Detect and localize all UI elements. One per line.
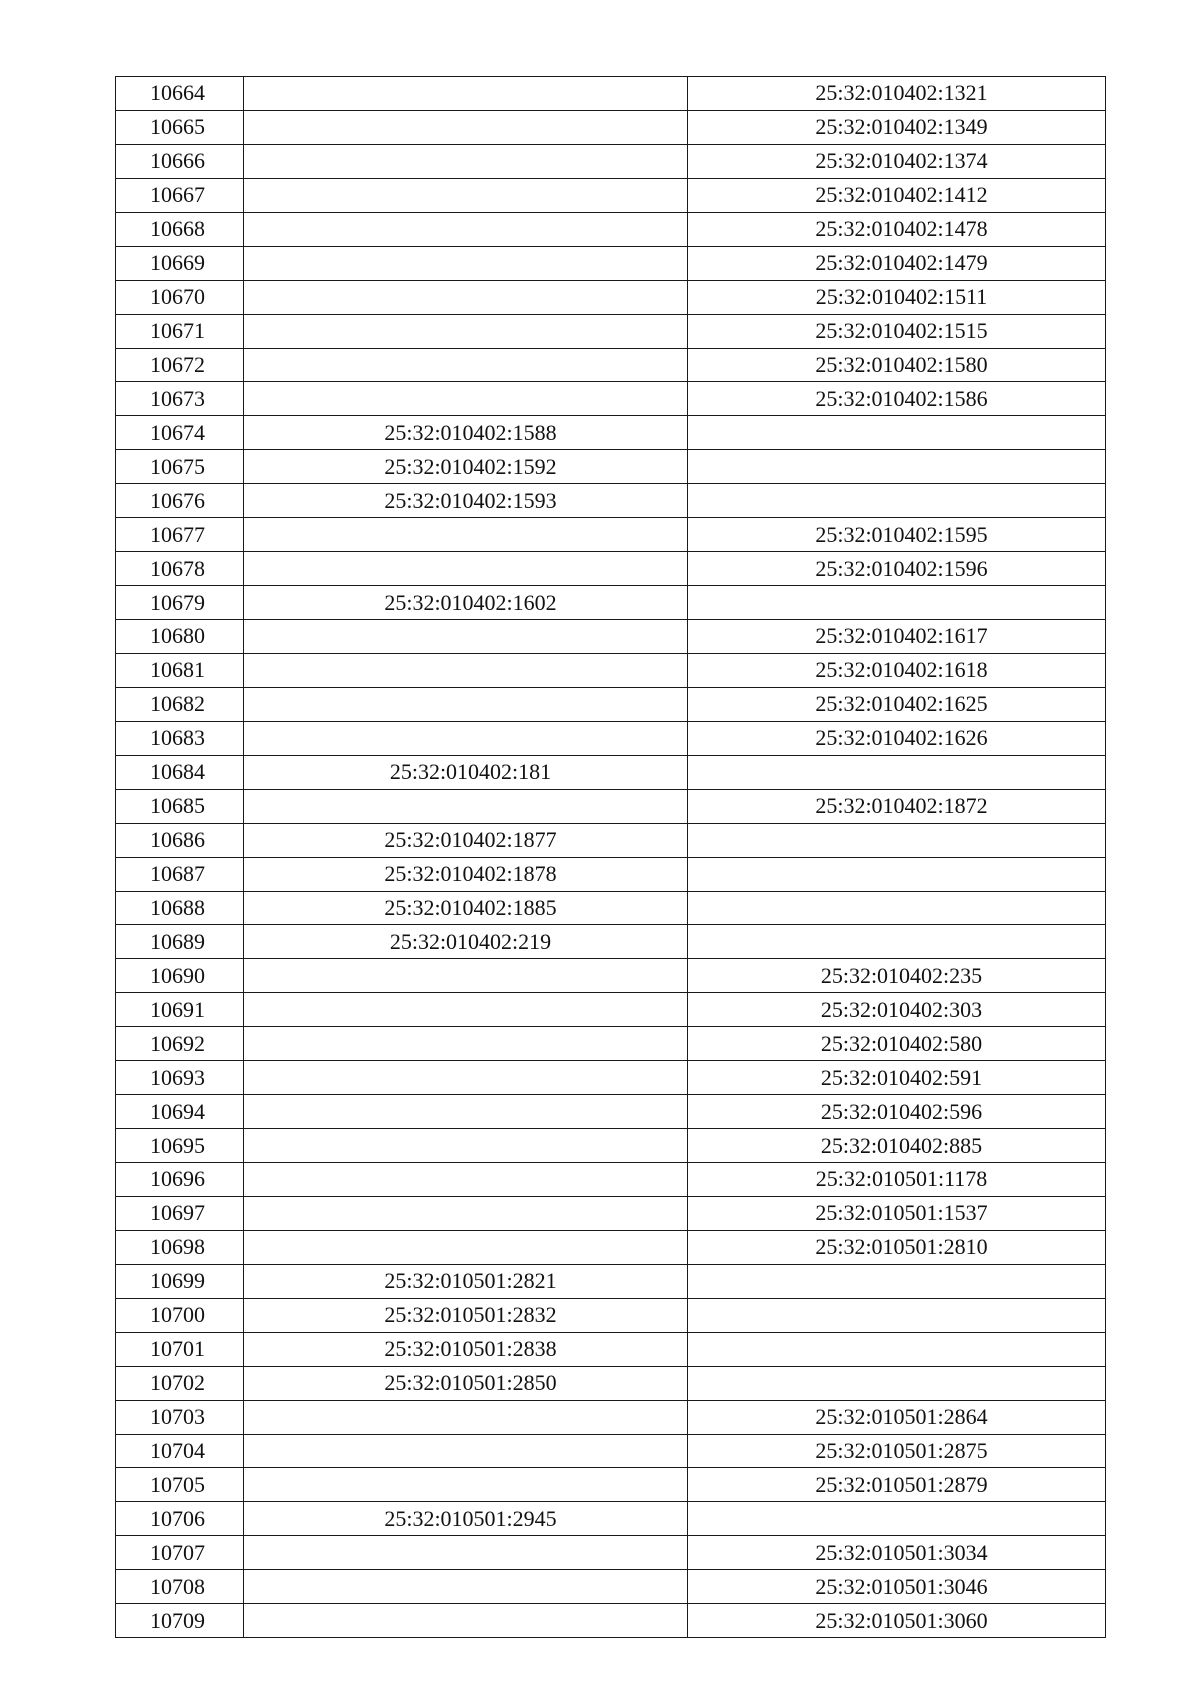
row-number: 10700 [116,1298,244,1332]
table-row [116,416,1106,450]
table-body [116,77,1106,1638]
row-number: 10685 [116,789,244,823]
table-row [116,1264,1106,1298]
table-row [116,1230,1106,1264]
table-row [116,1095,1106,1129]
first-cadastral-number [244,348,688,382]
second-cadastral-number: 25:32:010402:235 [688,959,1106,993]
row-number: 10670 [116,280,244,314]
table-row [116,1400,1106,1434]
row-number: 10693 [116,1061,244,1095]
row-number: 10684 [116,755,244,789]
row-number: 10679 [116,586,244,620]
first-cadastral-number [244,280,688,314]
table-row [116,925,1106,959]
table-row [116,518,1106,552]
first-cadastral-number: 25:32:010402:1878 [244,857,688,891]
second-cadastral-number: 25:32:010402:1374 [688,144,1106,178]
row-number: 10708 [116,1570,244,1604]
second-cadastral-number: 25:32:010402:1626 [688,721,1106,755]
second-cadastral-number [688,823,1106,857]
first-cadastral-number: 25:32:010501:2850 [244,1366,688,1400]
second-cadastral-number: 25:32:010402:596 [688,1095,1106,1129]
second-cadastral-number [688,484,1106,518]
second-cadastral-number: 25:32:010402:303 [688,993,1106,1027]
table-row [116,1536,1106,1570]
row-number: 10688 [116,891,244,925]
first-cadastral-number: 25:32:010402:1593 [244,484,688,518]
second-cadastral-number: 25:32:010402:1412 [688,178,1106,212]
second-cadastral-number: 25:32:010501:3034 [688,1536,1106,1570]
first-cadastral-number [244,1536,688,1570]
table-row [116,653,1106,687]
row-number: 10667 [116,178,244,212]
row-number: 10696 [116,1163,244,1197]
table-row [116,1570,1106,1604]
row-number: 10682 [116,687,244,721]
row-number: 10689 [116,925,244,959]
row-number: 10675 [116,450,244,484]
first-cadastral-number [244,1095,688,1129]
row-number: 10702 [116,1366,244,1400]
table-row [116,280,1106,314]
row-number: 10694 [116,1095,244,1129]
first-cadastral-number [244,1434,688,1468]
second-cadastral-number: 25:32:010402:591 [688,1061,1106,1095]
table-row [116,348,1106,382]
second-cadastral-number: 25:32:010402:1596 [688,552,1106,586]
first-cadastral-number [244,178,688,212]
first-cadastral-number: 25:32:010501:2838 [244,1332,688,1366]
second-cadastral-number: 25:32:010402:1586 [688,382,1106,416]
second-cadastral-number: 25:32:010402:1321 [688,77,1106,111]
row-number: 10691 [116,993,244,1027]
row-number: 10690 [116,959,244,993]
row-number: 10687 [116,857,244,891]
row-number: 10673 [116,382,244,416]
table-row [116,755,1106,789]
second-cadastral-number: 25:32:010402:1515 [688,314,1106,348]
table-row [116,1163,1106,1197]
first-cadastral-number [244,1400,688,1434]
row-number: 10665 [116,110,244,144]
row-number: 10692 [116,1027,244,1061]
second-cadastral-number [688,1332,1106,1366]
table-row [116,586,1106,620]
table-row [116,687,1106,721]
second-cadastral-number [688,1502,1106,1536]
first-cadastral-number [244,382,688,416]
row-number: 10698 [116,1230,244,1264]
first-cadastral-number: 25:32:010501:2832 [244,1298,688,1332]
second-cadastral-number: 25:32:010402:1580 [688,348,1106,382]
row-number: 10707 [116,1536,244,1570]
first-cadastral-number [244,653,688,687]
second-cadastral-number [688,1264,1106,1298]
table-row [116,144,1106,178]
row-number: 10671 [116,314,244,348]
table-row [116,110,1106,144]
first-cadastral-number: 25:32:010501:2821 [244,1264,688,1298]
table-row [116,246,1106,280]
cadastral-numbers-table [115,76,1106,1638]
row-number: 10681 [116,653,244,687]
first-cadastral-number: 25:32:010402:1885 [244,891,688,925]
second-cadastral-number: 25:32:010501:2864 [688,1400,1106,1434]
row-number: 10686 [116,823,244,857]
table-row [116,857,1106,891]
first-cadastral-number [244,620,688,654]
table-row [116,552,1106,586]
table-row [116,891,1106,925]
second-cadastral-number: 25:32:010501:3046 [688,1570,1106,1604]
table-row [116,1434,1106,1468]
first-cadastral-number [244,721,688,755]
first-cadastral-number [244,518,688,552]
table-row [116,1298,1106,1332]
table-row [116,789,1106,823]
row-number: 10697 [116,1196,244,1230]
row-number: 10704 [116,1434,244,1468]
second-cadastral-number: 25:32:010402:885 [688,1129,1106,1163]
first-cadastral-number [244,552,688,586]
first-cadastral-number [244,110,688,144]
first-cadastral-number [244,1196,688,1230]
second-cadastral-number: 25:32:010501:3060 [688,1604,1106,1638]
first-cadastral-number [244,1230,688,1264]
table-row [116,450,1106,484]
second-cadastral-number [688,1366,1106,1400]
row-number: 10672 [116,348,244,382]
second-cadastral-number [688,450,1106,484]
first-cadastral-number: 25:32:010402:181 [244,755,688,789]
second-cadastral-number: 25:32:010402:1595 [688,518,1106,552]
table-row [116,1332,1106,1366]
first-cadastral-number [244,1604,688,1638]
row-number: 10683 [116,721,244,755]
first-cadastral-number: 25:32:010501:2945 [244,1502,688,1536]
row-number: 10703 [116,1400,244,1434]
table-row [116,959,1106,993]
table-row [116,620,1106,654]
first-cadastral-number [244,246,688,280]
row-number: 10701 [116,1332,244,1366]
table-row [116,1196,1106,1230]
table-row [116,1468,1106,1502]
first-cadastral-number [244,1027,688,1061]
table-row [116,1129,1106,1163]
first-cadastral-number [244,1468,688,1502]
first-cadastral-number [244,1061,688,1095]
table-row [116,721,1106,755]
second-cadastral-number: 25:32:010402:1872 [688,789,1106,823]
first-cadastral-number [244,314,688,348]
first-cadastral-number: 25:32:010402:1877 [244,823,688,857]
row-number: 10705 [116,1468,244,1502]
row-number: 10664 [116,77,244,111]
row-number: 10674 [116,416,244,450]
table-row [116,484,1106,518]
table-row [116,1061,1106,1095]
table-row [116,77,1106,111]
table-row [116,1366,1106,1400]
second-cadastral-number: 25:32:010402:1625 [688,687,1106,721]
second-cadastral-number [688,891,1106,925]
first-cadastral-number [244,1163,688,1197]
second-cadastral-number [688,416,1106,450]
second-cadastral-number [688,857,1106,891]
first-cadastral-number [244,1129,688,1163]
first-cadastral-number [244,993,688,1027]
table-row [116,1604,1106,1638]
row-number: 10676 [116,484,244,518]
first-cadastral-number: 25:32:010402:1602 [244,586,688,620]
row-number: 10709 [116,1604,244,1638]
table-row [116,993,1106,1027]
row-number: 10678 [116,552,244,586]
second-cadastral-number [688,1298,1106,1332]
row-number: 10680 [116,620,244,654]
second-cadastral-number [688,925,1106,959]
first-cadastral-number [244,959,688,993]
table-row [116,212,1106,246]
second-cadastral-number: 25:32:010402:580 [688,1027,1106,1061]
table-row [116,823,1106,857]
second-cadastral-number: 25:32:010501:1537 [688,1196,1106,1230]
second-cadastral-number: 25:32:010402:1479 [688,246,1106,280]
second-cadastral-number: 25:32:010402:1617 [688,620,1106,654]
row-number: 10706 [116,1502,244,1536]
second-cadastral-number: 25:32:010501:2875 [688,1434,1106,1468]
second-cadastral-number: 25:32:010402:1511 [688,280,1106,314]
row-number: 10666 [116,144,244,178]
row-number: 10668 [116,212,244,246]
table-row [116,382,1106,416]
second-cadastral-number: 25:32:010402:1618 [688,653,1106,687]
first-cadastral-number [244,687,688,721]
row-number: 10699 [116,1264,244,1298]
row-number: 10677 [116,518,244,552]
second-cadastral-number: 25:32:010501:2810 [688,1230,1106,1264]
row-number: 10669 [116,246,244,280]
first-cadastral-number [244,212,688,246]
second-cadastral-number [688,755,1106,789]
table-row [116,1027,1106,1061]
first-cadastral-number: 25:32:010402:1588 [244,416,688,450]
second-cadastral-number: 25:32:010402:1349 [688,110,1106,144]
second-cadastral-number: 25:32:010501:1178 [688,1163,1106,1197]
table-row [116,1502,1106,1536]
first-cadastral-number: 25:32:010402:219 [244,925,688,959]
first-cadastral-number [244,1570,688,1604]
table-row [116,178,1106,212]
second-cadastral-number [688,586,1106,620]
first-cadastral-number: 25:32:010402:1592 [244,450,688,484]
second-cadastral-number: 25:32:010402:1478 [688,212,1106,246]
first-cadastral-number [244,144,688,178]
first-cadastral-number [244,77,688,111]
second-cadastral-number: 25:32:010501:2879 [688,1468,1106,1502]
table-row [116,314,1106,348]
first-cadastral-number [244,789,688,823]
row-number: 10695 [116,1129,244,1163]
